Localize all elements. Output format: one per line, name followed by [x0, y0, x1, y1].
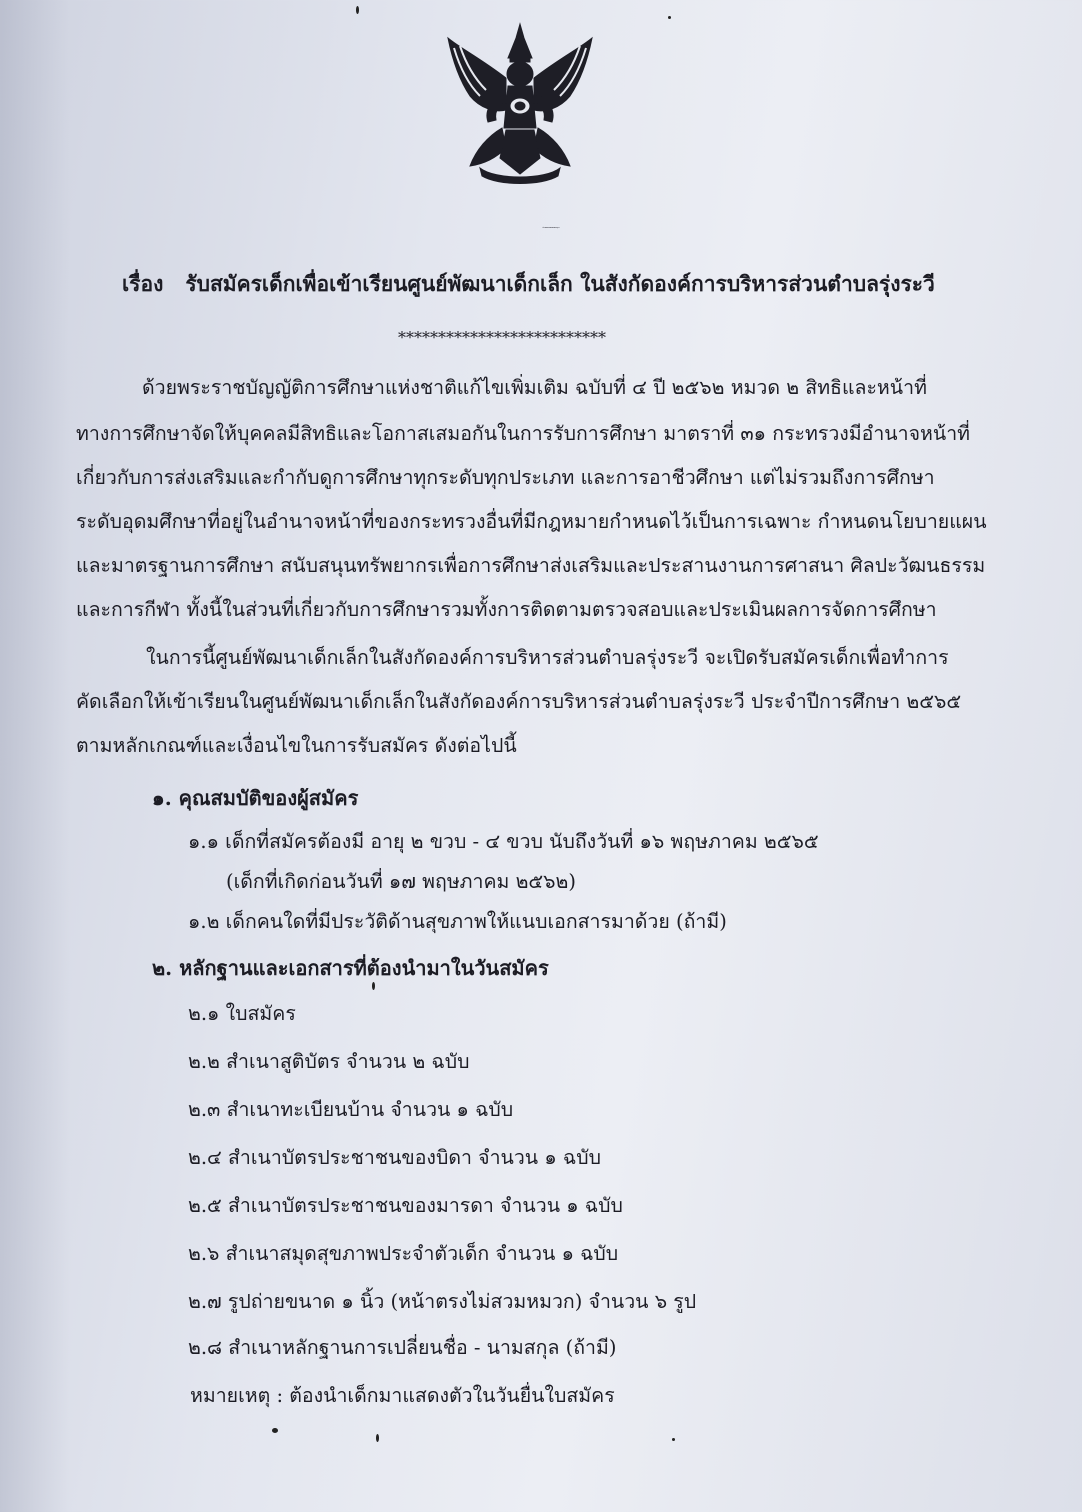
section-2-item: ๒.๒ สำเนาสูติบัตร จำนวน ๒ ฉบับ	[188, 1050, 470, 1073]
section-1-item: ๑.๑ เด็กที่สมัครต้องมี อายุ ๒ ขวบ - ๔ ขวบ นับถึงวันที่ ๑๖ พฤษภาคม ๒๕๖๕	[188, 830, 819, 853]
section-1-item: ๑.๒ เด็กคนใดที่มีประวัติด้านสุขภาพให้แนบเอกสารมาด้วย (ถ้ามี)	[188, 910, 727, 933]
paper-speck	[272, 1428, 278, 1433]
paper-speck	[372, 982, 375, 990]
subject-text: รับสมัครเด็กเพื่อเข้าเรียนศูนย์พัฒนาเด็กเล็ก ในสังกัดองค์การบริหารส่วนตำบลรุ่งระวี	[185, 271, 935, 296]
page-shadow	[0, 0, 70, 1512]
paragraph-1-line: และการกีฬา ทั้งนี้ในส่วนที่เกี่ยวกับการศึกษารวมทั้งการติดตามตรวจสอบและประเมินผลการจัดการศึกษา	[76, 598, 937, 621]
section-2-item: ๒.๘ สำเนาหลักฐานการเปลี่ยนชื่อ - นามสกุล (ถ้ามี)	[188, 1336, 617, 1359]
paper-speck	[672, 1438, 675, 1441]
paragraph-1-line: ระดับอุดมศึกษาที่อยู่ในอำนาจหน้าที่ของกระทรวงอื่นที่มีกฎหมายกำหนดไว้เป็นการเฉพาะ กำหนดนโยบายแผน	[76, 510, 987, 533]
garuda-emblem-icon	[440, 18, 600, 188]
document-subject	[122, 268, 935, 301]
paragraph-1-line: ทางการศึกษาจัดให้บุคคลมีสิทธิและโอกาสเสมอกันในการรับการศึกษา มาตราที่ ๓๑ กระทรวงมีอำนาจหน้าที่	[76, 422, 971, 445]
paragraph-1-line: เกี่ยวกับการส่งเสริมและกำกับดูการศึกษาทุกระดับทุกประเภท และการอาชีวศึกษา แต่ไม่รวมถึงการศึกษา	[76, 466, 935, 489]
document-title: ประกาศองค์การบริหารส่วนตำบลรุ่งระวี	[542, 228, 560, 229]
paper-speck	[376, 1434, 379, 1442]
section-2-item: ๒.๓ สำเนาทะเบียนบ้าน จำนวน ๑ ฉบับ	[188, 1098, 514, 1121]
paragraph-2-line: ตามหลักเกณฑ์และเงื่อนไขในการรับสมัคร ดังต่อไปนี้	[76, 734, 517, 757]
paragraph-2-line: คัดเลือกให้เข้าเรียนในศูนย์พัฒนาเด็กเล็กในสังกัดองค์การบริหารส่วนตำบลรุ่งระวี ประจำปีการศึกษา ๒๕๖๕	[76, 690, 962, 713]
section-2-item: ๒.๖ สำเนาสมุดสุขภาพประจำตัวเด็ก จำนวน ๑ ฉบับ	[188, 1242, 619, 1265]
section-2-item: ๒.๔ สำเนาบัตรประชาชนของบิดา จำนวน ๑ ฉบับ	[188, 1146, 601, 1169]
paper-speck	[668, 16, 671, 19]
section-2-item: ๒.๑ ใบสมัคร	[188, 1002, 296, 1025]
subject-label: เรื่อง	[122, 271, 164, 296]
section-2-heading: ๒. หลักฐานและเอกสารที่ต้องนำมาในวันสมัคร	[152, 956, 549, 980]
section-1-heading: ๑. คุณสมบัติของผู้สมัคร	[152, 786, 359, 810]
section-1-item: (เด็กที่เกิดก่อนวันที่ ๑๗ พฤษภาคม ๒๕๖๒)	[226, 870, 577, 893]
paragraph-1-line: และมาตรฐานการศึกษา สนับสนุนทรัพยากรเพื่อการศึกษาส่งเสริมและประสานงานการศาสนา ศิลปะวัฒนธรรม	[76, 554, 986, 577]
section-2-item: ๒.๗ รูปถ่ายขนาด ๑ นิ้ว (หน้าตรงไม่สวมหมวก) จำนวน ๖ รูป	[188, 1290, 697, 1313]
separator-line: **************************	[398, 328, 606, 347]
section-2-item: ๒.๕ สำเนาบัตรประชาชนของมารดา จำนวน ๑ ฉบับ	[188, 1194, 623, 1217]
paper-speck	[356, 6, 359, 14]
paragraph-2-line: ในการนี้ศูนย์พัฒนาเด็กเล็กในสังกัดองค์การบริหารส่วนตำบลรุ่งระวี จะเปิดรับสมัครเด็กเพื่อทำการ	[146, 646, 949, 669]
note-text: หมายเหตุ : ต้องนำเด็กมาแสดงตัวในวันยื่นใบสมัคร	[190, 1384, 615, 1407]
paragraph-1-line: ด้วยพระราชบัญญัติการศึกษาแห่งชาติแก้ไขเพิ่มเติม ฉบับที่ ๔ ปี ๒๕๖๒ หมวด ๒ สิทธิและหน้าที่	[142, 376, 927, 399]
